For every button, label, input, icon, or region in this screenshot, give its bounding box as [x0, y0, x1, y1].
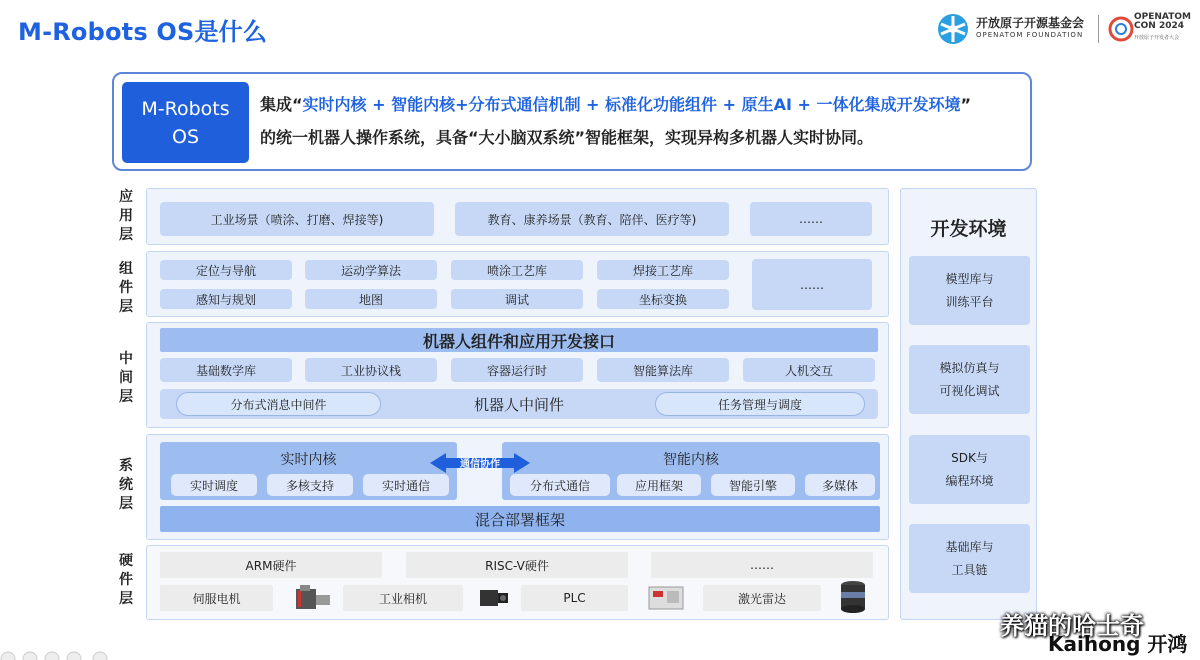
rt-multicore: 多核支持	[267, 474, 353, 496]
realtime-kernel-title: 实时内核	[280, 452, 337, 468]
middleware-task-scheduling: 任务管理与调度	[655, 392, 865, 416]
dev-item-4-line1: 基础库与	[945, 539, 994, 554]
dev-item-model-training	[909, 256, 1030, 325]
middle-container-runtime: 容器运行时	[451, 358, 583, 382]
robot-middleware-label: 机器人中间件	[473, 395, 564, 414]
ai-kernel-title: 智能内核	[663, 452, 719, 468]
hybrid-deploy-bar: 混合部署框架	[160, 506, 880, 532]
layer-label-system	[115, 457, 137, 514]
plc-icon	[645, 581, 687, 613]
page-title: M-Robots OS是什么	[18, 18, 268, 46]
layer-label-component	[115, 260, 137, 317]
con-line2: CON	[1134, 21, 1156, 31]
dev-item-sdk	[909, 435, 1030, 504]
middle-ai-algo-lib: 智能算法库	[597, 358, 729, 382]
org-name-en: OPENATOM FOUNDATION	[976, 31, 1084, 39]
app-item-more: ……	[750, 202, 872, 236]
dev-item-1-line2: 训练平台	[945, 294, 994, 309]
hw-riscv: RISC-V硬件	[406, 552, 628, 578]
dev-item-2-line2: 可视化调试	[939, 383, 1000, 398]
layer-label-middle-text: 中 间 层	[119, 351, 133, 405]
con-year: 2024	[1158, 21, 1184, 31]
rt-communication: 实时通信	[363, 474, 449, 496]
hw-servo-motor: 伺服电机	[160, 585, 273, 611]
hw-arm: ARM硬件	[160, 552, 382, 578]
layer-label-system-text: 系 统 层	[119, 458, 133, 512]
intro-highlight: 实时内核 + 智能内核+分布式通信机制 + 标准化功能组件 + 原生AI + 一体化集成开发环境	[302, 95, 961, 114]
logo-divider	[1098, 15, 1099, 43]
dev-item-3-line1: SDK与	[951, 450, 988, 465]
hw-lidar: 激光雷达	[703, 585, 821, 611]
dev-item-2-line1: 模拟仿真与	[939, 360, 1000, 375]
org-name-cn: 开放原子开源基金会	[976, 16, 1085, 30]
ai-engine: 智能引擎	[711, 474, 795, 496]
component-spray: 喷涂工艺库	[451, 260, 583, 280]
layer-label-app	[115, 188, 137, 245]
app-item-industrial: 工业场景（喷涂、打磨、焊接等)	[160, 202, 434, 236]
intro-prefix: 集成“	[260, 95, 303, 114]
dev-item-simulation	[909, 345, 1030, 414]
middleware-distributed-msg: 分布式消息中间件	[176, 392, 381, 416]
product-badge	[122, 82, 249, 163]
layer-label-hardware	[115, 552, 137, 609]
con-subtitle: 开放原子开发者大会	[1134, 35, 1180, 41]
openatom-con-logo-icon	[1108, 16, 1134, 42]
middle-math-lib: 基础数学库	[160, 358, 292, 382]
dev-api-bar: 机器人组件和应用开发接口	[160, 328, 878, 352]
hw-industrial-camera: 工业相机	[343, 585, 463, 611]
industrial-camera-icon	[476, 584, 512, 612]
component-perception: 感知与规划	[160, 289, 292, 309]
openatom-logo-icon	[936, 12, 970, 46]
header-logos	[936, 12, 1191, 46]
layer-label-hardware-text: 硬 件 层	[119, 553, 133, 607]
component-more: ……	[752, 259, 872, 310]
component-map: 地图	[305, 289, 437, 309]
comm-arrow-label: 通信协作	[460, 459, 500, 470]
ai-multimedia: 多媒体	[805, 474, 875, 496]
layer-label-app-text: 应 用 层	[119, 189, 133, 243]
rt-scheduling: 实时调度	[171, 474, 257, 496]
dev-item-1-line1: 模型库与	[945, 271, 994, 286]
dev-item-4-line2: 工具链	[951, 562, 988, 577]
layer-label-middle	[115, 350, 137, 407]
watermark-text: 养猫的哈士奇	[1000, 612, 1144, 640]
component-positioning: 定位与导航	[160, 260, 292, 280]
layer-label-component-text: 组 件 层	[119, 261, 133, 315]
brand-logo: Kaihong 开鸿	[1048, 632, 1188, 656]
component-transform: 坐标变换	[597, 289, 729, 309]
component-kinematics: 运动学算法	[305, 260, 437, 280]
component-debug: 调试	[451, 289, 583, 309]
app-item-education: 教育、康养场景（教育、陪伴、医疗等)	[455, 202, 729, 236]
dev-item-3-line2: 编程环境	[945, 473, 994, 488]
hw-more: ……	[651, 552, 873, 578]
slide-toolbar-icons	[0, 650, 120, 660]
intro-suffix: ”	[960, 95, 971, 114]
lidar-icon	[838, 579, 868, 615]
middle-protocol-stack: 工业协议栈	[305, 358, 437, 382]
con-line1: OPENATOM	[1134, 12, 1191, 22]
component-welding: 焊接工艺库	[597, 260, 729, 280]
servo-motor-icon	[292, 581, 334, 613]
ai-distributed-comm: 分布式通信	[510, 474, 610, 496]
intro-line-1	[260, 92, 971, 115]
intro-line-2: 的统一机器人操作系统，具备“大小脑双系统”智能框架，实现异构多机器人实时协同。	[260, 128, 874, 147]
badge-line2: OS	[171, 125, 199, 148]
con-title	[1134, 13, 1191, 31]
intro-box	[112, 72, 1032, 171]
dev-item-toolchain	[909, 524, 1030, 593]
ai-app-framework: 应用框架	[617, 474, 701, 496]
middle-hmi: 人机交互	[743, 358, 875, 382]
dev-env-title: 开发环境	[930, 218, 1007, 240]
badge-line1: M-Robots	[141, 97, 230, 120]
hw-plc: PLC	[521, 585, 628, 611]
